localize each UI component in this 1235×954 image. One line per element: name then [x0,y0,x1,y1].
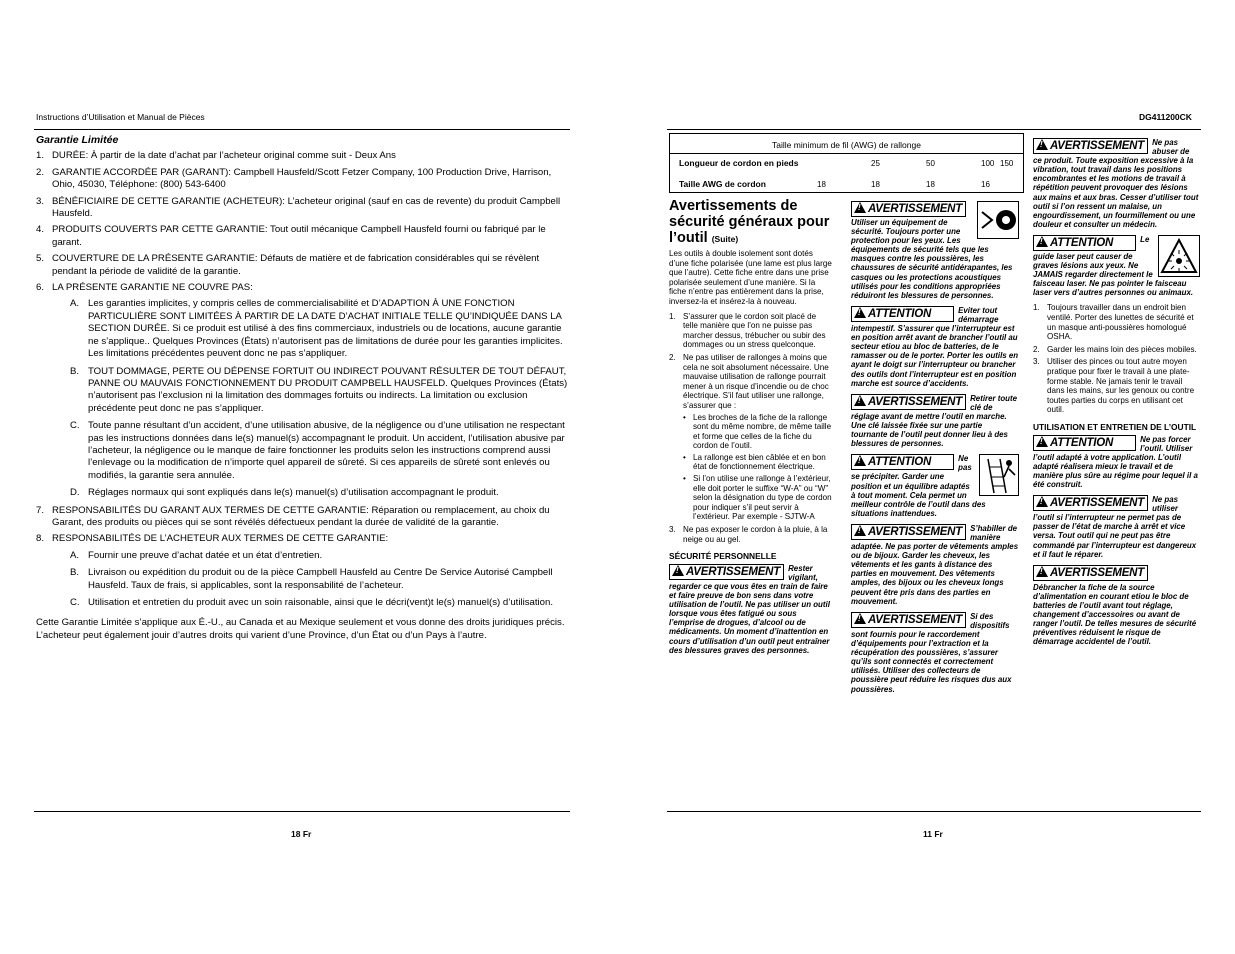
table-cell: 150 [1000,159,1014,168]
left-page-number: 18 Fr [291,829,312,839]
table-cell: 50 [926,159,935,168]
caution-badge: !ATTENTION [1033,235,1136,251]
goggles-icon [977,201,1019,239]
right-page-number: 11 Fr [923,829,943,839]
warranty-item: 5. COUVERTURE DE LA PRÉSENTE GARANTIE: Défauts de matière et de fabrication considérables qui se révèlent pendant la période de validité de la garantie. [36,253,540,277]
warranty-item: 3. BÉNÉFICIAIRE DE CETTE GARANTIE (ACHETEUR): L’acheteur original (sauf en cas de revente) du produit Campbell Hausfeld. [36,195,561,220]
warranty-list [36,150,569,609]
cord-list [669,312,833,545]
warning-triangle-icon [672,565,684,576]
table-cell: 18 [871,180,880,189]
right-footer-rule [667,811,1201,812]
warranty-closing: Cette Garantie Limitée s’applique aux É.-U., au Canada et au Mexique seulement et vous donne des droits juridiques précis. L’acheteur peut également jouir d’autres droits qui varient d’une Province, d’un État ou d’un Pays à l’autre. [36,617,565,641]
bullet-list [683,413,833,523]
list-item: 1. Toujours travailler dans un endroit bien ventilé. Porter des lunettes de sécurité et un masque anti-poussières homologué OSHA. [1033,303,1194,342]
list-item: 2. Garder les mains loin des pièces mobiles. [1033,344,1197,354]
laser-icon [1158,235,1200,277]
warning-block: !AVERTISSEMENT Débrancher la fiche de la source d’alimentation en courant etiou le bloc de batteries de l’outil avant tout réglage, changement d’accessoires ou avant de ranger l’outil. De telles mesures de sécurité préventives réduisent le risque de démarrage accidentel de l’outil. [1033,565,1200,647]
warning-block: !AVERTISSEMENT Si des dispositifs sont fournis pour le raccordement d’équipements pour l’extraction et la récupération des poussières, s’assurer qu’ils sont connectés et correctement utilisés. Utiliser des collecteurs de poussière peut réduire les risques dus aux poussières. [851,612,1019,694]
warning-triangle-icon [854,202,866,213]
warning-triangle-icon [854,613,866,624]
bullet-item: • Les broches de la fiche de la rallonge sont du même nombre, de même taille et forme que celles de la fiche du cordon de l’outil. [683,412,832,451]
warning-badge: !AVERTISSEMENT [851,612,966,628]
warranty-item: 4. PRODUITS COUVERTS PAR CETTE GARANTIE: Tout outil mécanique Campbell Hausfeld fourni ou fabriqué par le garant. [36,224,546,248]
warning-triangle-icon [854,395,866,406]
personal-safety-heading: SÉCURITÉ PERSONNELLE [669,551,777,562]
warning-triangle-icon [854,455,866,466]
table-title: Taille minimum de fil (AWG) de rallonge [772,140,921,150]
table-row-label: Longueur de cordon en pieds [679,158,799,168]
exclusion-item: D. Réglages normaux qui sont expliqués dans le(s) manuel(s) d’utilisation accompagnant le produit. [70,487,499,499]
buyer-duty-item: C. Utilisation et entretien du produit avec un soin raisonable, ainsi que le décri(vent)t le(s) manuel(s) d’utilisation. [70,597,554,608]
warning-block: !AVERTISSEMENT Ne pas utiliser l’outil si l’interrupteur ne permet pas de passer de l’état de marche à arrêt et vice versa. Tout outil qui ne peut pas être commandé par l’interrupteur est dangereux et il faut le réparer. [1033,495,1200,559]
section-title: Avertissements de sécurité généraux pour l’outil (Suite) [669,198,830,246]
warning-block: !ATTENTION Eviter tout démarrage intempestif. S’assurer que l’interrupteur est en position arrêt avant de brancher l’outil au secteur etiou au bloc de batteries, de le ramasser ou de le porter. Porter les outils en ayant le doigt sur l’interrupteur ou brancher des outils dont l’interrupteur est en position marche est source d’accidents. [851,306,1019,388]
left-footer-rule [34,811,570,812]
exclusion-item: B. TOUT DOMMAGE, PERTE OU DÉPENSE FORTUIT OU INDIRECT POUVANT RÉSULTER DE TOUT DÉFAUT, PANNE OU MAUVAIS FONCTIONNEMENT DU PRODUIT CAMPBELL HAUSFELD. Quelques Provinces (États) n’autorisent pas l’exclusion ni la limitation des dommages fortuits ou indirects. La limitation ou exclusion précédente peut donc ne pas s’appliquer. [70,365,568,414]
table-cell: 25 [871,159,880,168]
left-page-header: Instructions d’Utilisation et Manual de Pièces [36,112,205,122]
exclusions-list [52,298,569,499]
warning-badge: !AVERTISSEMENT [1033,495,1148,511]
warning-triangle-icon [854,525,866,536]
warning-triangle-icon [1036,236,1048,247]
safety-column-1 [669,249,833,655]
bullet-item: • La rallonge est bien câblée et en bon état de fonctionnement électrique. [683,452,826,472]
warranty-item: 1. DURÉE: À partir de la date d’achat par l’acheteur original comme suit - Deux Ans [36,150,396,162]
table-cell: 100 [981,159,995,168]
safety-column-3 [1033,138,1200,652]
warning-badge: !AVERTISSEMENT [851,394,966,410]
warning-triangle-icon [1036,436,1048,447]
warning-badge: !AVERTISSEMENT [851,524,966,540]
warning-badge: !AVERTISSEMENT [1033,565,1148,581]
caution-badge: !ATTENTION [851,454,954,470]
table-cell: 18 [817,180,826,189]
table-cell: 16 [981,180,990,189]
work-area-list [1033,303,1200,415]
list-item: 3. Ne pas exposer le cordon à la pluie, à la neige ou au gel. [669,525,828,544]
warning-block: !AVERTISSEMENT S’habiller de manière adaptée. Ne pas porter de vêtements amples ou de bijoux. Garder les cheveux, les vêtements et les gants à distance des parties en mouvement. Des vêtements amples, des bijoux ou les cheveux longs peuvent être pris dans des parties en mouvement. [851,524,1019,606]
exclusion-item: C. Toute panne résultant d’un accident, d’une utilisation abusive, de la négligence ou d’une utilisation ne respectant pas les instructions données dans le(s) manuel(s) accompagnant le produit. Un accident, l’utilisation abusive par l’acheteur, la négligence ou le manque de faire fonctionner les produits selon les instructions comprend aussi l’enlevage ou la modification de n’importe quel appareil de sûreté. Si ces appareils de sûreté sont enlevés ou modifiés, la garantie sera annulée. [70,420,565,481]
limited-warranty-section [36,134,569,642]
safety-column-2 [851,201,1019,700]
warranty-item: 7. RESPONSABILITÉS DU GARANT AUX TERMES DE CETTE GARANTIE: Réparation ou remplacement, au choix du Garant, des produits ou pièces qui se sont révélés défectueux pendant la durée de validité de la garantie. [36,504,550,528]
warning-block: !AVERTISSEMENT Retirer toute clé de réglage avant de mettre l’outil en marche. Une clé laissée fixée sur une partie tournante de l’outil peut donner lieu à des blessures de personnes. [851,394,1019,449]
warning-block: !AVERTISSEMENT Ne pas abuser de ce produit. Toute exposition excessive à la vibration, tout travail dans les positions encombrantes et les motions de travail à répétition peuvent provoquer des lésions aux mains et aux bras. Cesser d’utiliser tout outil si l’on ressent un malaise, un engourdissement, un fourmillement ou une douleur et consulter un médecin. [1033,138,1200,229]
warning-block: !AVERTISSEMENT Utiliser un équipement de sécurité. Toujours porter une protection pour les yeux. Les équipements de sécurité tels que les masques contre les poussières, les chaussures de sécurité antidérapantes, les casques ou les protections acoustiques utilisés pour les conditions appropriées réduiront les blessures de personnes. [851,201,1019,300]
buyer-duties-list [52,550,569,610]
warning-block: !AVERTISSEMENT Rester vigilant, regarder ce que vous êtes en train de faire et faire preuve de bon sens dans votre utilisation de l’outil. Ne pas utiliser un outil lorsque vous êtes fatigué ou sous l’emprise de drogues, d’alcool ou de médicaments. Un moment d’inattention en cours d’utilisation d’un outil peut entraîner des blessures graves des personnes. [669,564,833,655]
warranty-item: 6. LA PRÉSENTE GARANTIE NE COUVRE PAS: A. Les garanties implicites, y compris celles de commercialisabilité et D’ADAPTION À UNE FONCTION PARTICULIÈRE SONT LIMITÉES À PARTIR DE LA DATE D’ACHAT INITIALE TELLE QU’INDIQUÉE DANS LA SECTION DURÉE. Si ce produit est utilisé à des fins commerciaux, industriels ou de locations, aucune garantie ne s’applique.. Quelques Provinces (États) n’autorisent pas de limitations de durée pour les garanties implicites. Les limitations précédentes peuvent donc ne pas s’appliquer. B. TOUT DOMMAGE, PERTE OU DÉPENSE FORTUIT OU INDIRECT POUVANT RÉSULTER DE TOUT DÉFAUT, PANNE OU MAUVAIS FONCTIONNEMENT DU PRODUIT CAMPBELL HAUSFELD. Quelques Provinces (États) n’autorisent pas l’exclusion ni la limitation des dommages fortuits ou indirects. La limitation ou exclusion précédente peut donc ne pas s’appliquer. C. Toute panne résultant d’un accident, d’une utilisation abusive, de la négligence ou d’une utilisation ne respectant pas les instructions données dans le(s) manuel(s) accompagnant le produit. Un accident, l’utilisation abusive par l’acheteur, la négligence ou le manque de faire fonctionner les produits selon les instructions comprend aussi l’enlevage ou la modification de n’importe quel appareil de sûreté. Si ces appareils de sûreté sont enlevés ou modifiés, la garantie sera annulée. D. Réglages normaux qui sont expliqués dans le(s) manuel(s) d’utilisation accompagnant le produit. [36,282,568,499]
warning-block: !ATTENTION Le guide laser peut causer de graves lésions aux yeux. Ne JAMAIS regarder directement le faisceau laser. Ne pas pointer le faisceau laser vers d’autres personnes ou animaux. [1033,235,1200,297]
warranty-title: Garantie Limitée [36,134,119,146]
buyer-duty-item: B. Livraison ou expédition du produit ou de la pièce Campbell Hausfeld au Centre De Service Autorisé Campbell Hausfeld. Taux de frais, si applicables, sont la responsabilité de l’acheteur. [70,567,553,591]
list-item: 2. Ne pas utiliser de rallonges à moins que cela ne soit absolument nécessaire. Une mauvaise utilisation de rallonge pourrait mener à un risque d’incendie ou de choc électrique. S’il faut utiliser une rallonge, s’assurer que : • Les broches de la fiche de la rallonge sont du même nombre, de même taille et forme que celles de la fiche du cordon de l’outil. • La rallonge est bien câblée et en bon état de fonctionnement électrique. • Si l’on utilise une rallonge à l’extérieur, elle doit porter le suffixe “W-A” ou “W” selon la désignation du type de cordon pour indiquer s’il peut servir à l’extérieur. Par exemple - SJTW-A [669,352,832,522]
caution-badge: !ATTENTION [1033,435,1136,451]
polarized-plug-intro: Les outils à double isolement sont dotés d’une fiche polarisée (une lame est plus large que l’autre). Cette fiche entre dans une prise polarisée seulement d’une manière. Si la fiche n’entre pas entièrement dans la prise, inversez-la et insérez-la à nouveau. [669,249,832,306]
caution-badge: !ATTENTION [851,306,954,322]
warning-triangle-icon [1036,139,1048,150]
warning-block: !ATTENTION Ne pas se précipiter. Garder une position et un équilibre adaptés à tout moment. Cela permet un meilleur contrôle de l’outil dans des situations inattendues. [851,454,1019,518]
warning-badge: !AVERTISSEMENT [669,564,784,580]
ladder-icon [979,454,1019,496]
warning-badge: !AVERTISSEMENT [1033,138,1148,154]
extension-cord-table [669,133,1024,193]
model-number: DG411200CK [1139,112,1192,122]
left-header-rule [34,129,570,130]
warning-badge: !AVERTISSEMENT [851,201,966,217]
warning-triangle-icon [1036,566,1048,577]
warning-triangle-icon [854,307,866,318]
table-row-label: Taille AWG de cordon [679,179,766,189]
warning-block: !ATTENTION Ne pas forcer l’outil. Utiliser l’outil adapté à votre application. L’outil adapté réalisera mieux le travail et de manière plus sûre au régime pour lequel il a été construit. [1033,435,1200,490]
exclusion-item: A. Les garanties implicites, y compris celles de commercialisabilité et D’ADAPTION À UNE FONCTION PARTICULIÈRE SONT LIMITÉES À PARTIR DE LA DATE D’ACHAT INITIALE TELLE QU’INDIQUÉE DANS LA SECTION DURÉE. Si ce produit est utilisé à des fins commerciaux, industriels ou de locations, aucune garantie ne s’applique.. Quelques Provinces (États) n’autorisent pas de limitations de durée pour les garanties implicites. Les limitations précédentes peuvent donc ne pas s’appliquer. [70,298,563,360]
list-item: 3. Utiliser des pinces ou tout autre moyen pratique pour fixer le travail à une plate-forme stable. Ne jamais tenir le travail dans les mains, sur les genoux ou contre toutes parties du corps en utilisant cet outil. [1033,357,1195,415]
bullet-item: • Si l’on utilise une rallonge à l’extérieur, elle doit porter le suffixe “W-A” ou “W” selon la désignation du type de cordon pour indiquer s’il peut servir à l’extérieur. Par exemple - SJTW-A [683,474,832,522]
table-cell: 18 [926,180,935,189]
buyer-duty-item: A. Fournir une preuve d’achat datée et un état d’entretien. [70,549,323,561]
tool-use-heading: UTILISATION ET ENTRETIEN DE L’OUTIL [1033,421,1197,432]
warranty-item: 8. RESPONSABILITÉS DE L’ACHETEUR AUX TERMES DE CETTE GARANTIE: A. Fournir une preuve d’achat datée et un état d’entretien. B. Livraison ou expédition du produit ou de la pièce Campbell Hausfeld au Centre De Service Autorisé Campbell Hausfeld. Taux de frais, si applicables, sont la responsabilité de l’acheteur. C. Utilisation et entretien du produit avec un soin raisonable, ainsi que le décri(vent)t le(s) manuel(s) d’utilisation. [36,533,569,609]
list-item: 1. S’assurer que le cordon soit placé de telle manière que l’on ne puisse pas marcher dessus, trébucher ou subir des dommages ou un stress quelconque. [669,311,826,350]
right-header-rule [667,129,1201,130]
warning-triangle-icon [1036,496,1048,507]
warranty-item: 2. GARANTIE ACCORDÉE PAR (GARANT): Campbell Hausfeld/Scott Fetzer Company, 100 Production Drive, Harrison, Ohio, 45030, Téléphone: (800) 543-6400 [36,166,552,191]
